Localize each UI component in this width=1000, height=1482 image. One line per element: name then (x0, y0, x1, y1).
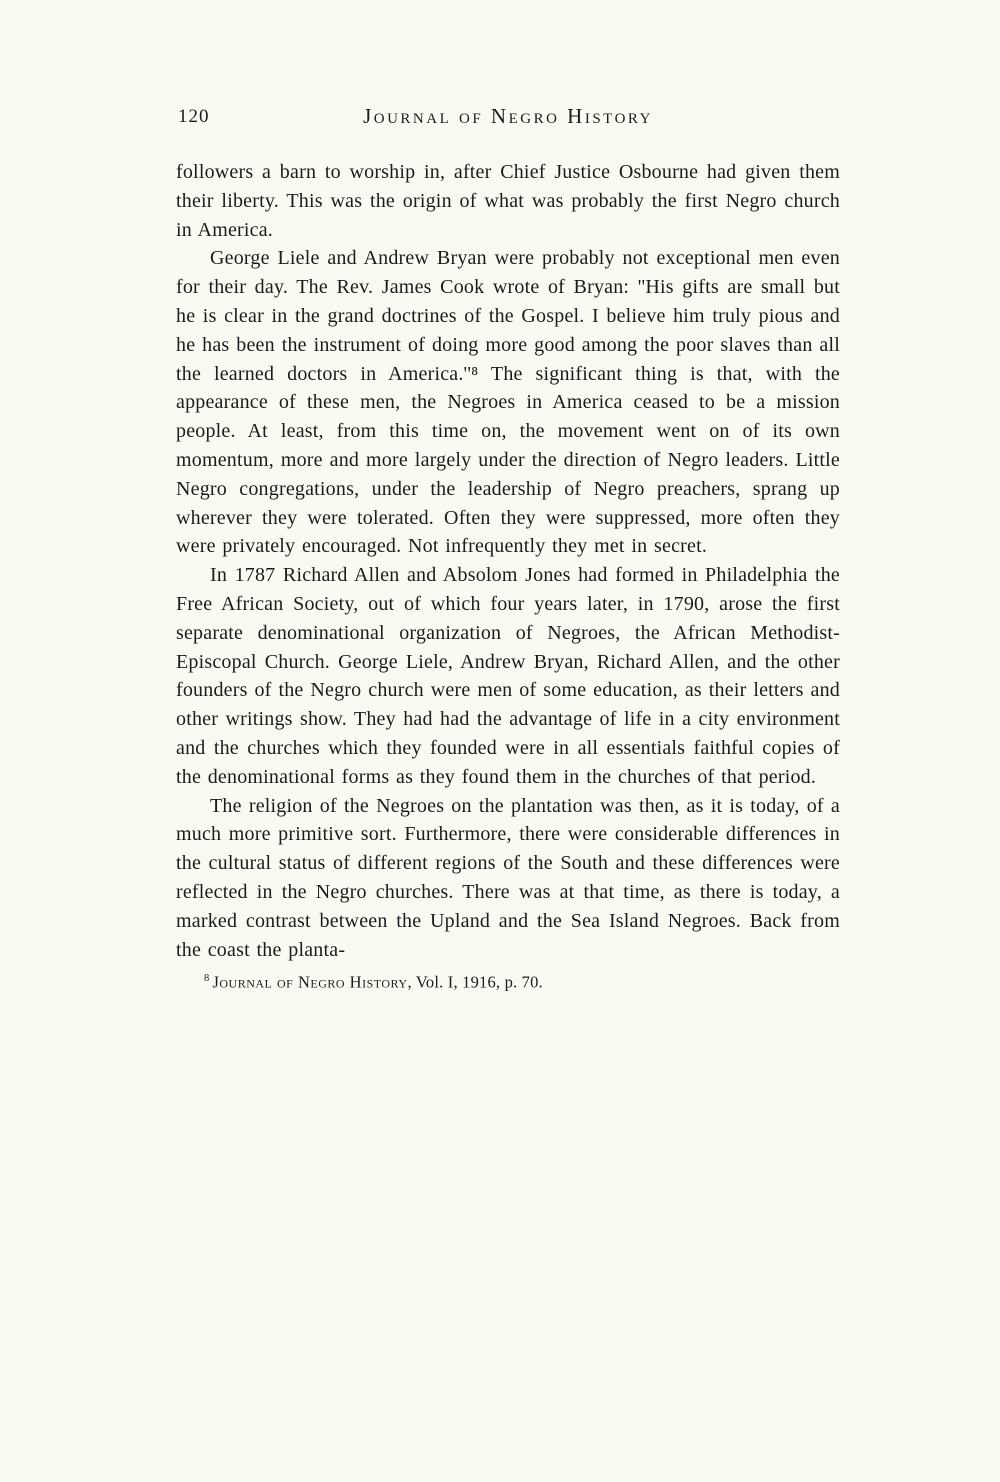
page-number: 120 (178, 106, 210, 127)
running-header: Journal of Negro History (363, 104, 653, 128)
footnote-citation: , Vol. I, 1916, p. 70. (407, 972, 543, 992)
footnote-journal-title: Journal of Negro History (212, 972, 408, 992)
footnote (176, 968, 840, 994)
page-header (176, 104, 840, 134)
footnote-marker: 8 (204, 973, 210, 985)
paragraph: George Liele and Andrew Bryan were probably not exceptional men even for their day. The Rev. James Cook wrote of Bryan: ''His gifts are small but he is clear in the grand doctrines of the Gospel. I believe him truly pious and he has been the instrument of doing more good among the poor slaves than all the learned doctors in America.''⁸ The significant thing is that, with the appearance of these men, the Negroes in America ceased to be a mission people. At least, from this time on, the movement went on of its own momentum, more and more largely under the direction of Negro leaders. Little Negro congregations, under the leadership of Negro preachers, sprang up wherever they were tolerated. Often they were suppressed, more often they were privately encouraged. Not infrequently they met in secret. (176, 247, 840, 558)
body-text (176, 158, 840, 964)
paragraph-continuation: followers a barn to worship in, after Chief Justice Osbourne had given them their liberty. This was the origin of what was probably the first Negro church in America. (176, 161, 840, 241)
paragraph: In 1787 Richard Allen and Absolom Jones had formed in Philadelphia the Free African Society, out of which four years later, in 1790, arose the first separate denominational organization of Negroes, the African Methodist-Episcopal Church. George Liele, Andrew Bryan, Richard Allen, and the other founders of the Negro church were men of some education, as their letters and other writings show. They had had the advantage of life in a city environment and the churches which they founded were in all essentials faithful copies of the denominational forms as they found them in the churches of that period. (176, 564, 840, 788)
paragraph: The religion of the Negroes on the plantation was then, as it is today, of a much more primitive sort. Furthermore, there were considerable differences in the cultural status of different regions of the South and these differences were reflected in the Negro churches. There was at that time, as there is today, a marked contrast between the Upland and the Sea Island Negroes. Back from the coast the planta- (176, 794, 840, 961)
